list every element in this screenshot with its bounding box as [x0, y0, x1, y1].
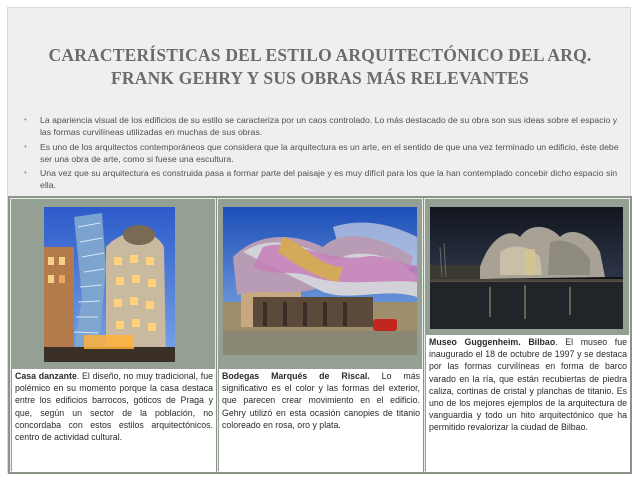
bullet-text: Una vez que su arquitectura es construida pasa a formar parte del paisaje y es muy difícil para los que la han contemplado concebir dicho espacio sin ella.: [40, 168, 618, 191]
bullet-item: [24, 114, 624, 139]
marques-de-riscal-photo: [223, 207, 417, 355]
bullet-item: [24, 141, 624, 166]
works-panels: [8, 196, 632, 474]
marques-de-riscal-caption: [219, 369, 423, 472]
casa-danzante-text: . El diseño, no muy tradicional, fue polémico en su momento porque la casa destaca entre los edificios barrocos, góticos de Praga y que, según un sector de la población, no concordaba con estos estilos arquitectónicos. centro de actividad cultural.: [15, 371, 213, 443]
slide: [7, 7, 631, 473]
bullet-dot-icon: •: [24, 115, 27, 124]
title-line-1: CARACTERÍSTICAS DEL ESTILO ARQUITECTÓNICO DEL ARQ.: [48, 45, 592, 65]
guggenheim-photo: [430, 207, 623, 329]
slide-title: [8, 44, 632, 90]
guggenheim-heading: Museo Guggenheim. Bilbao: [429, 337, 556, 347]
casa-danzante-caption: [12, 369, 216, 472]
bullet-dot-icon: •: [24, 141, 27, 151]
title-line-2: FRANK GEHRY Y SUS OBRAS MÁS RELEVANTES: [111, 68, 529, 88]
casa-danzante-photo: [44, 207, 175, 362]
marques-de-riscal-text: Lo más significativo es el color y las formas del exterior, que parecen crear movimiento en el edificio. Gehry utilizó en esta ocasión canopies de titanio coloreado en rosa, oro y plata.: [222, 371, 420, 430]
bullet-dot-icon: •: [24, 168, 27, 178]
guggenheim-caption: [426, 335, 630, 472]
marques-de-riscal-heading: Bodegas Marqués de Riscal.: [222, 371, 370, 381]
bullet-list: [24, 114, 624, 194]
guggenheim-text: . El museo fue inaugurado el 18 de octubre de 1997 y se destaca por las formas curvilíneas en forma de barco varado en la ría, que están recubiertas de piedra caliza, cortinas de cristal y planchas de titanio. Es uno de los mejores ejemplos de la arquitectura de vanguardia y todo un hito arquitectónico que ha permitido revalorizar la ciudad de Bilbao.: [429, 337, 627, 433]
bullet-text: La apariencia visual de los edificios de su estilo se caracteriza por un caos controlado. Lo más destacado de su obra son sus ideas sobre el espacio y las formas curvilíneas utilizadas en muchas de sus obras.: [40, 115, 618, 138]
panel-casa-danzante: [10, 198, 216, 472]
panel-guggenheim: [424, 198, 630, 472]
panel-marques-de-riscal: [217, 198, 423, 472]
bullet-text: Es uno de los arquitectos contemporáneos que considera que la arquitectura es un arte, en el sentido de que una vez terminado un edificio, éste debe ser una obra de arte, como si fuese una escultura.: [40, 141, 619, 164]
casa-danzante-heading: Casa danzante: [15, 371, 77, 381]
bullet-item: [24, 167, 624, 192]
